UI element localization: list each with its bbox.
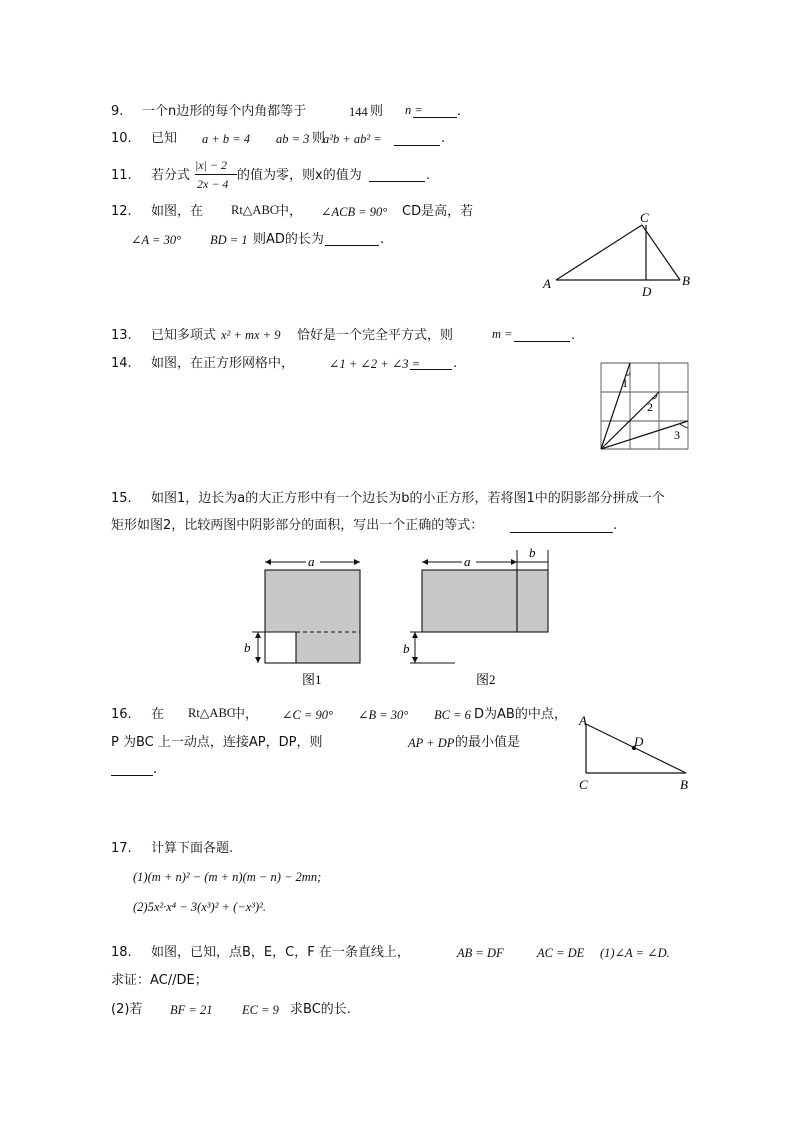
q12-answer-blank[interactable] bbox=[325, 245, 379, 246]
q16-expr: AP + DP bbox=[408, 736, 455, 750]
q18-expr3: (1)∠A = ∠D. bbox=[600, 946, 670, 960]
q10-expr2: ab = 3 bbox=[276, 132, 310, 146]
q15-fig1-caption: 图1 bbox=[302, 672, 322, 687]
q18-bf: BF = 21 bbox=[170, 1003, 213, 1017]
q14-pre: 如图，在正方形网格中， bbox=[151, 356, 295, 371]
q11-numerator: |x| − 2 bbox=[195, 158, 228, 172]
q13-end: . bbox=[571, 328, 576, 343]
q12-side-cb bbox=[642, 225, 680, 280]
q12-number: 12. bbox=[111, 204, 132, 219]
q10-expr1: a + b = 4 bbox=[202, 132, 251, 146]
q15-fig2-label-b-top: b bbox=[529, 545, 536, 560]
q9-value: 144 bbox=[349, 105, 368, 119]
q12-label-d: D bbox=[642, 284, 652, 299]
q12-cd: CD是高，若 bbox=[402, 204, 474, 219]
q12-side-ac bbox=[556, 225, 642, 280]
q12-label-b: B bbox=[682, 273, 690, 288]
q11-number: 11. bbox=[111, 168, 132, 183]
q16-triangle-figure bbox=[570, 710, 700, 795]
q16-bc: BC = 6 bbox=[434, 708, 471, 722]
q10-end: . bbox=[441, 131, 446, 146]
q16-mid: 中， bbox=[232, 707, 259, 722]
q18-ec: EC = 9 bbox=[242, 1003, 279, 1017]
q18-expr2: AC = DE bbox=[537, 946, 585, 960]
q16-line2: P 为BC 上一动点，连接AP，DP，则 bbox=[111, 735, 323, 750]
q13-number: 13. bbox=[111, 328, 132, 343]
q14-expr: ∠1 + ∠2 + ∠3 = bbox=[329, 357, 421, 371]
q16-angle-b: ∠B = 30° bbox=[358, 708, 409, 722]
q14-answer-blank[interactable] bbox=[410, 369, 452, 370]
q15-line2: 矩形如图2，比较两图中阴影部分的面积，写出一个正确的等式： bbox=[111, 518, 484, 533]
q13-expr: m = bbox=[492, 327, 513, 341]
q12-angle-a: ∠A = 30° bbox=[131, 233, 182, 247]
q15-fig2-left-rect bbox=[422, 570, 517, 632]
q16-end: . bbox=[153, 762, 158, 777]
q12-end: . bbox=[380, 232, 385, 247]
q10-then: 则 bbox=[312, 131, 326, 146]
q10-answer-blank[interactable] bbox=[394, 145, 440, 146]
q16-answer-blank[interactable] bbox=[111, 775, 153, 776]
q11-answer-blank[interactable] bbox=[369, 181, 425, 182]
q11-denominator: 2x − 4 bbox=[197, 177, 229, 191]
q18-line3-pre: (2)若 bbox=[111, 1002, 143, 1017]
q15-fig1-small-square bbox=[265, 632, 296, 663]
q12-angle: ∠ACB = 90° bbox=[321, 205, 388, 219]
q12-pre: 如图，在 bbox=[151, 204, 204, 219]
q9-end: . bbox=[457, 104, 462, 119]
q13-pre: 已知多项式 bbox=[151, 328, 217, 343]
q18-line2: 求证：AC//DE； bbox=[111, 973, 208, 988]
q14-number: 14. bbox=[111, 356, 132, 371]
q11-fraction-bar bbox=[195, 174, 237, 175]
q14-label-1: 1 bbox=[622, 376, 628, 390]
q15-number: 15. bbox=[111, 491, 132, 506]
q15-line1: 如图1，边长为a的大正方形中有一个边长为b的小正方形，若将图1中的阴影部分拼成一个 bbox=[151, 491, 665, 506]
q14-arc-3 bbox=[680, 424, 688, 428]
q15-figure-1 bbox=[240, 550, 370, 690]
q17-part2: (2)5x²·x⁴ − 3(x³)² + (−x³)². bbox=[133, 900, 267, 914]
q11-pre: 若分式 bbox=[151, 168, 191, 183]
q9-then: 则 bbox=[370, 104, 384, 119]
q18-pre: 如图，已知，点B，E，C，F 在一条直线上， bbox=[151, 945, 410, 960]
q16-angle-c: ∠C = 90° bbox=[282, 708, 333, 722]
q9-expr: n = bbox=[405, 103, 423, 117]
q9-text: 一个n边形的每个内角都等于 bbox=[142, 104, 307, 119]
q15-fig2-label-b-side: b bbox=[403, 641, 410, 656]
q12-question: 则AD的长为 bbox=[253, 232, 324, 247]
q15-figure-2 bbox=[400, 545, 560, 690]
q13-answer-blank[interactable] bbox=[514, 341, 570, 342]
q18-number: 18. bbox=[111, 945, 132, 960]
q10-text: 已知 bbox=[151, 131, 178, 146]
q16-label-a: A bbox=[579, 713, 587, 728]
q14-label-3: 3 bbox=[674, 428, 680, 442]
q16-triangle: Rt△ABC bbox=[188, 706, 236, 720]
q14-label-2: 2 bbox=[647, 400, 653, 414]
q15-fig1-label-b: b bbox=[244, 640, 251, 655]
q15-fig2-label-a: a bbox=[464, 554, 471, 569]
q16-label-d: D bbox=[634, 734, 644, 749]
q12-mid: 中， bbox=[276, 204, 303, 219]
q13-post: 恰好是一个完全平方式，则 bbox=[297, 328, 454, 343]
q9-number: 9. bbox=[111, 104, 124, 119]
q13-polynomial: x² + mx + 9 bbox=[221, 328, 281, 342]
q12-label-c: C bbox=[640, 210, 649, 225]
q12-triangle: Rt△ABC bbox=[231, 203, 279, 217]
q15-end: . bbox=[613, 518, 618, 533]
q16-line2-end: 的最小值是 bbox=[455, 735, 521, 750]
q16-d-midpoint: D为AB的中点， bbox=[474, 707, 567, 722]
q12-triangle-figure bbox=[540, 208, 700, 303]
q11-end: . bbox=[426, 168, 431, 183]
q11-post: 的值为零，则x的值为 bbox=[237, 168, 362, 183]
q14-end: . bbox=[453, 356, 458, 371]
q17-number: 17. bbox=[111, 841, 132, 856]
q18-expr1: AB = DF bbox=[457, 946, 504, 960]
q9-answer-blank[interactable] bbox=[413, 117, 457, 118]
q16-pre: 在 bbox=[151, 707, 165, 722]
q17-text: 计算下面各题. bbox=[151, 841, 234, 856]
q16-label-b: B bbox=[680, 777, 688, 792]
q15-fig2-caption: 图2 bbox=[476, 672, 496, 687]
q10-number: 10. bbox=[111, 131, 132, 146]
q10-expr3: a²b + ab² = bbox=[323, 132, 382, 146]
q12-bd: BD = 1 bbox=[210, 233, 248, 247]
q15-fig2-right-rect bbox=[517, 570, 548, 632]
q12-label-a: A bbox=[543, 276, 551, 291]
q15-fig1-label-a: a bbox=[308, 554, 315, 569]
q14-grid-figure bbox=[600, 362, 690, 452]
q18-line3-end: 求BC的长. bbox=[290, 1002, 351, 1017]
q15-answer-blank[interactable] bbox=[510, 532, 613, 533]
q17-part1: (1)(m + n)² − (m + n)(m − n) − 2mn; bbox=[133, 870, 322, 884]
q16-label-c: C bbox=[579, 777, 588, 792]
q16-number: 16. bbox=[111, 707, 132, 722]
